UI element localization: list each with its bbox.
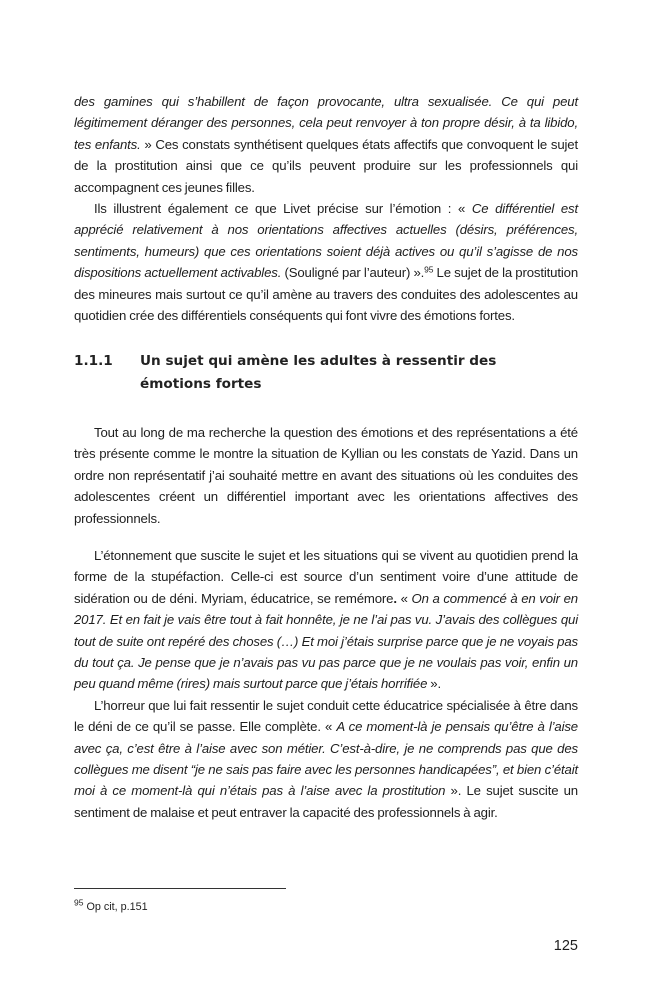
text-run: ». [427, 676, 441, 692]
paragraph-horror [74, 695, 578, 823]
page-number: 125 [553, 938, 578, 954]
text-run: « [396, 590, 412, 606]
text-run: L’horreur que lui fait ressentir le sujet conduit cette éducatrice spécialisée à être dans le déni de ce qu’il se passe. Elle complète. « [74, 697, 578, 735]
text-run: L’étonnement que suscite le sujet et les situations qui se vivent au quotidien prend la forme de la stupéfaction. Celle-ci est source d’un sentiment voire d’une attitude de sidération ou de déni. Myriam, éducatrice, se remémore [74, 548, 578, 606]
paragraph-group-1 [74, 91, 578, 326]
section-title: Un sujet qui amène les adultes à ressentir des émotions fortes [140, 353, 497, 392]
italic-quote: Ce différentiel est apprécié relativement à nos orientations affectives actuelles (désirs, préférences, sentiments, humeurs) que ces orientations soient déjà actives ou qu’il s’agisse de nos dispositions actuellement activables. [74, 201, 578, 281]
paragraph-myriam [74, 545, 578, 695]
text-run: Le sujet de la prostitution des mineures mais surtout ce qu’il amène au travers des conduites des adolescentes au quotidien crée des différentiels conséquents qui font vivre des émotions fortes. [74, 265, 578, 324]
text-run: Tout au long de ma recherche la question des émotions et des représentations a été très présente comme le montre la situation de Kyllian ou les constats de Yazid. Dans un ordre non représentatif j’ai souhaité mettre en avant des situations où les conduites des adolescentes créent un différentiel important avec les orientations affectives des professionnels. [74, 425, 578, 526]
paragraph-group-3 [74, 545, 578, 823]
paragraph-group-2 [74, 422, 578, 529]
text-run: (Souligné par l’auteur) ». [281, 265, 425, 281]
text-run: ». Le sujet suscite un sentiment de malaise et peut entraver la capacité des professionnels à agir. [74, 783, 578, 820]
footnote-mark: 95 [74, 897, 84, 908]
text-run: » Ces constats synthétisent quelques états affectifs que convoquent le sujet de la prostitution ainsi que ce qu’ils peuvent produire sur les professionnels qui accompagnent ces jeunes filles. [74, 136, 578, 195]
text-run: . [393, 590, 397, 606]
italic-quote: A ce moment-là je pensais qu’être à l’aise avec ça, c’est être à l’aise avec son métier. C’est-à-dire, je ne comprends pas que des collègues me disent “je ne sais pas faire avec les personnes handicapées”, et bien c’était moi à ce moment-là qui n’étais pas à l’aise avec la prostitution [74, 719, 578, 799]
text-run: Ils illustrent également ce que Livet précise sur l’émotion : « [94, 201, 472, 217]
footnote-reference: 95 [424, 264, 434, 275]
footnote [74, 897, 148, 914]
paragraph-research [74, 422, 578, 529]
paragraph-quote-continuation [74, 91, 578, 198]
paragraph-livet [74, 198, 578, 326]
section-number: 1.1.1 [74, 353, 113, 369]
footnote-text: Op cit, p.151 [83, 901, 148, 913]
italic-quote: On a commencé à en voir en 2017. Et en fait je vais être tout à fait honnête, je ne l’ai pas vu. J’avais des collègues qui tout de suite ont repéré des choses (…) Et moi j’étais surprise parce que je ne voyais pas du tout ça. Je pense que je n’avais pas vu pas parce que je ne voulais pas voir, enfin un peu quand même (rires) mais surtout parce que j’étais horrifiée [74, 590, 578, 692]
footnote-divider [74, 888, 286, 889]
italic-quote: des gamines qui s’habillent de façon provocante, ultra sexualisée. Ce qui peut légitimement déranger des personnes, cela peut renvoyer à ton propre désir, à ta libido, tes enfants. [74, 94, 578, 152]
